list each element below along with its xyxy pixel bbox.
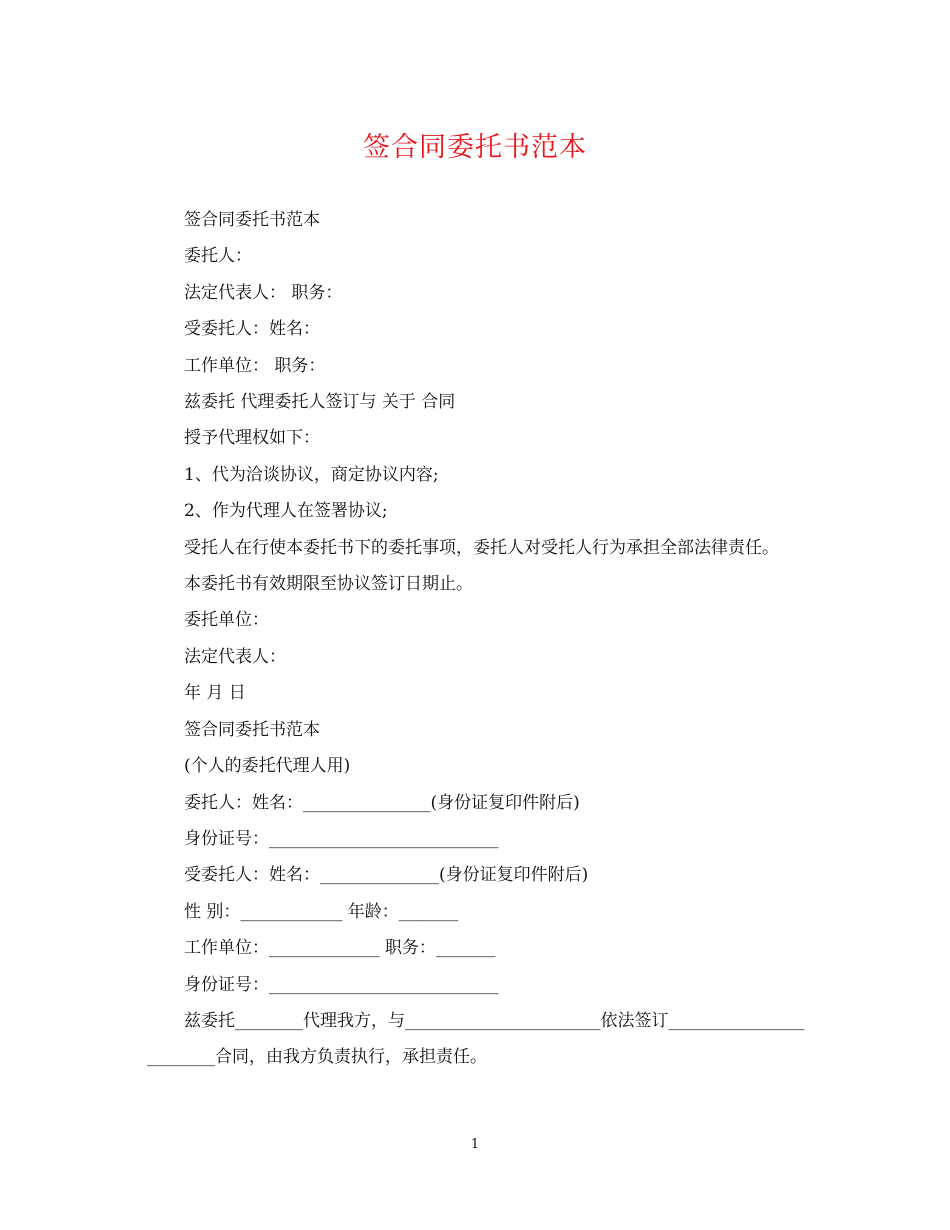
paragraph-item-2: 2、作为代理人在签署协议; <box>184 501 388 522</box>
page-number: 1 <box>470 1137 480 1152</box>
paragraph-item-1: 1、代为洽谈协议，商定协议内容; <box>184 464 439 485</box>
paragraph-agent-id: 身份证号：___________________________ <box>184 974 499 995</box>
paragraph-heading-2: 签合同委托书范本 <box>184 719 320 740</box>
paragraph-legal-representative: 法定代表人： 职务： <box>184 282 343 303</box>
paragraph-validity: 本委托书有效期限至协议签订日期止。 <box>184 574 473 595</box>
paragraph-heading: 签合同委托书范本 <box>184 210 320 230</box>
paragraph-individual-note: (个人的委托代理人用) <box>184 756 351 777</box>
paragraph-agent-name-2: 受委托人：姓名：______________(身份证复印件附后) <box>184 865 589 886</box>
paragraph-authority: 授予代理权如下： <box>184 428 320 449</box>
paragraph-date: 年 月 日 <box>184 683 246 704</box>
paragraph-principal-name: 委托人：姓名：_______________(身份证复印件附后) <box>184 792 580 813</box>
paragraph-agent-name: 受委托人：姓名： <box>184 319 320 340</box>
paragraph-work-unit-2: 工作单位：_____________ 职务：_______ <box>184 938 496 959</box>
paragraph-entrust: 兹委托 代理委托人签订与 关于 合同 <box>184 392 456 413</box>
paragraph-principal: 委托人： <box>184 246 252 267</box>
paragraph-principal-unit: 委托单位： <box>184 610 269 631</box>
paragraph-principal-id: 身份证号：___________________________ <box>184 828 499 849</box>
document-title: 签合同委托书范本 <box>363 132 587 163</box>
document-body <box>147 202 807 1076</box>
paragraph-work-unit: 工作单位： 职务： <box>184 355 326 376</box>
paragraph-liability: 受托人在行使本委托书下的委托事项，委托人对受托人行为承担全部法律责任。 <box>184 537 779 558</box>
paragraph-entrust-2: 兹委托________代理我方，与_______________________依法签订________________________合同，由我方负责执行，承担责任。 <box>147 1010 805 1068</box>
paragraph-legal-rep-sign: 法定代表人： <box>184 646 286 667</box>
paragraph-gender-age: 性 别：____________ 年龄：_______ <box>184 901 459 922</box>
